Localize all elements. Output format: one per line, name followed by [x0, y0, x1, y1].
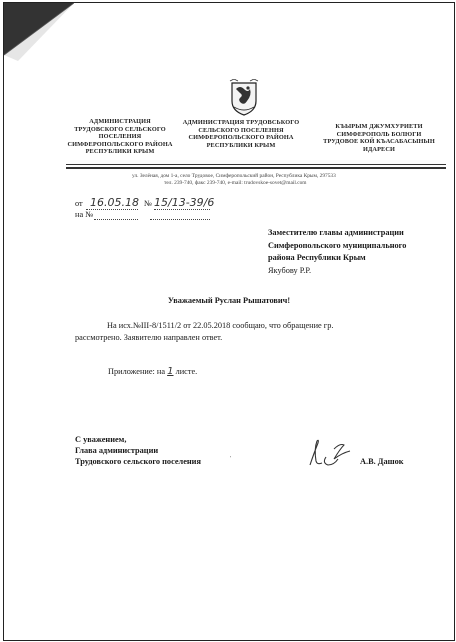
recipient-line-1: Заместителю главы администрации [268, 228, 404, 237]
signature-dot: ' [230, 456, 232, 462]
reference-to-line-2 [150, 219, 210, 220]
reference-to-label: на № [75, 210, 94, 219]
header-center-text: АДМИНИСТРАЦИЯ ТРУДОВСЬКОГО СЕЛЬСКОГО ПОСЕЛЕННЯ СИМФЕРОПОЛЬСКОГО РАЙОНА РЕСПУБЛИКИ КРЫМ [182, 119, 300, 149]
recipient-line-4: Якубову Р.Р. [268, 265, 312, 275]
header-rule-top [66, 164, 446, 165]
reference-date-line [86, 209, 138, 210]
body-line-2: рассмотрено. Заявителю направлен ответ. [75, 333, 223, 342]
attachment-prefix: Приложение: на [108, 367, 166, 376]
handwritten-signature [304, 435, 356, 469]
header-right-text: КЪЫРЫМ ДЖУМХУРИЕТИ СИМФЕРОПОЛЬ БОЛЮГИ ТРУДОВОЕ КОЙ КЪАСАБАСЫНЫН ИДАРЕСИ [323, 123, 435, 153]
address-line-1: ул. Зелёная, дом 1-а, село Трудовое, Симферопольский район, Республика Крым, 297533 [132, 173, 336, 179]
reference-to-line-1 [94, 219, 138, 220]
attachment-suffix: листе. [175, 367, 198, 376]
recipient-line-3: района Республики Крым [268, 253, 366, 262]
recipient-line-2: Симферопольского муниципального [268, 240, 407, 250]
address-line-2: тел. 239-740, факс 239-740, e-mail: trudovskoe-sovet@mail.com [164, 180, 307, 186]
signer-position-1: Глава администрации [75, 446, 159, 455]
regards: С уважением, [75, 435, 127, 444]
header-rule-bottom [66, 167, 446, 169]
header-left-text: АДМИНИСТРАЦИЯ ТРУДОВСКОГО СЕЛЬСКОГО ПОСЕЛЕНИЯ СИМФЕРОПОЛЬСКОГО РАЙОНА РЕСПУБЛИКИ КРЫМ [67, 118, 173, 156]
attachment-line [108, 366, 197, 377]
folded-corner [4, 3, 74, 63]
reference-from-label: от [75, 199, 83, 208]
reference-number-line [154, 209, 210, 210]
reference-date-handwritten: 16.05.18 [90, 196, 139, 209]
signer-name: А.В. Дашок [360, 457, 404, 466]
reference-number-handwritten: 15/13-39/6 [154, 196, 215, 209]
recipient-block [268, 227, 406, 277]
document-page [3, 2, 455, 641]
body-line-1: На исх.№III-8/1511/2 от 22.05.2018 сообщаю, что обращение гр. [107, 321, 334, 330]
crimea-coat-of-arms-icon [228, 79, 260, 117]
signer-position-2: Трудовского сельского поселения [75, 457, 201, 466]
attachment-count-handwritten: 1 [167, 366, 174, 377]
redacted-name-block [380, 317, 450, 333]
reference-number-label: № [144, 199, 152, 208]
salutation: Уважаемый Руслан Рышатович! [167, 296, 291, 305]
